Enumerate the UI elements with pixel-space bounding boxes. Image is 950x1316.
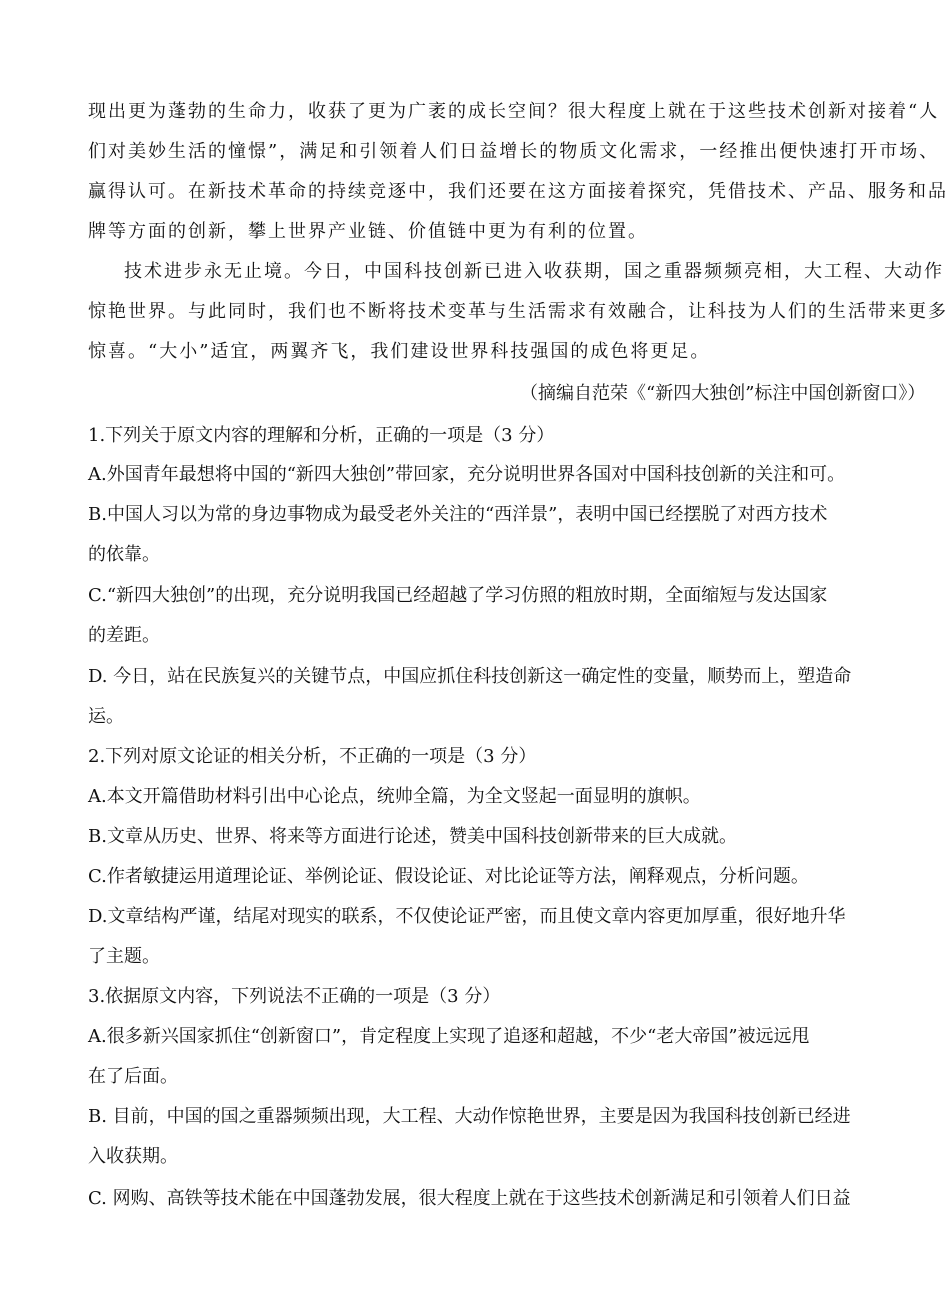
question-line: B.中国人习以为常的身边事物成为最受老外关注的“西洋景”，表明中国已经摆脱了对西方技术 bbox=[88, 504, 828, 525]
passage-line: 现出更为蓬勃的生命力，收获了更为广袤的成长空间？很大程度上就在于这些技术创新对接着“人 bbox=[88, 101, 940, 122]
question-line: B.文章从历史、世界、将来等方面进行论述，赞美中国科技创新带来的巨大成就。 bbox=[88, 826, 737, 847]
question-line: 2.下列对原文论证的相关分析，不正确的一项是（3 分） bbox=[88, 746, 537, 767]
question-line: C.作者敏捷运用道理论证、举例论证、假设论证、对比论证等方法，阐释观点，分析问题。 bbox=[88, 866, 809, 887]
passage-line: 技术进步永无止境。今日，中国科技创新已进入收获期，国之重器频频亮相，大工程、大动作 bbox=[124, 261, 944, 282]
question-line: 1.下列关于原文内容的理解和分析，正确的一项是（3 分） bbox=[88, 425, 555, 446]
passage-source: （摘编自范荣《“新四大独创”标注中国创新窗口》） bbox=[520, 383, 926, 404]
question-line: D. 今日，站在民族复兴的关键节点，中国应抓住科技创新这一确定性的变量，顺势而上，塑造命 bbox=[88, 666, 852, 687]
passage-line: 们对美妙生活的憧憬”，满足和引领着人们日益增长的物质文化需求，一经推出便快速打开市场、 bbox=[88, 141, 940, 162]
question-line: 了主题。 bbox=[88, 946, 160, 967]
question-line: 的差距。 bbox=[88, 625, 160, 646]
question-line: 入收获期。 bbox=[88, 1146, 178, 1167]
question-line: A.外国青年最想将中国的“新四大独创”带回家，充分说明世界各国对中国科技创新的关注和可。 bbox=[88, 464, 846, 485]
passage-line: 赢得认可。在新技术革命的持续竞逐中，我们还要在这方面接着探究，凭借技术、产品、服务和品 bbox=[88, 181, 948, 202]
passage-line: 惊艳世界。与此同时，我们也不断将技术变革与生活需求有效融合，让科技为人们的生活带来更多 bbox=[88, 301, 948, 322]
question-line: A.很多新兴国家抓住“创新窗口”，肯定程度上实现了追逐和超越，不少“老大帝国”被远远甩 bbox=[88, 1026, 810, 1047]
question-line: A.本文开篇借助材料引出中心论点，统帅全篇，为全文竖起一面显明的旗帜。 bbox=[88, 786, 701, 807]
question-line: C. 网购、高铁等技术能在中国蓬勃发展，很大程度上就在于这些技术创新满足和引领着人们日益 bbox=[88, 1188, 851, 1209]
question-line: 的依靠。 bbox=[88, 544, 160, 565]
question-line: 3.依据原文内容，下列说法不正确的一项是（3 分） bbox=[88, 986, 501, 1007]
question-line: B. 目前，中国的国之重器频频出现，大工程、大动作惊艳世界，主要是因为我国科技创新已经进 bbox=[88, 1106, 851, 1127]
question-line: 运。 bbox=[88, 706, 124, 727]
question-line: C.“新四大独创”的出现，充分说明我国已经超越了学习仿照的粗放时期，全面缩短与发达国家 bbox=[88, 585, 828, 606]
question-line: D.文章结构严谨，结尾对现实的联系，不仅使论证严密，而且使文章内容更加厚重，很好地升华 bbox=[88, 906, 846, 927]
passage-line: 惊喜。“大小”适宜，两翼齐飞，我们建设世界科技强国的成色将更足。 bbox=[88, 341, 711, 362]
passage-line: 牌等方面的创新，攀上世界产业链、价值链中更为有利的位置。 bbox=[88, 221, 648, 242]
question-line: 在了后面。 bbox=[88, 1066, 178, 1087]
